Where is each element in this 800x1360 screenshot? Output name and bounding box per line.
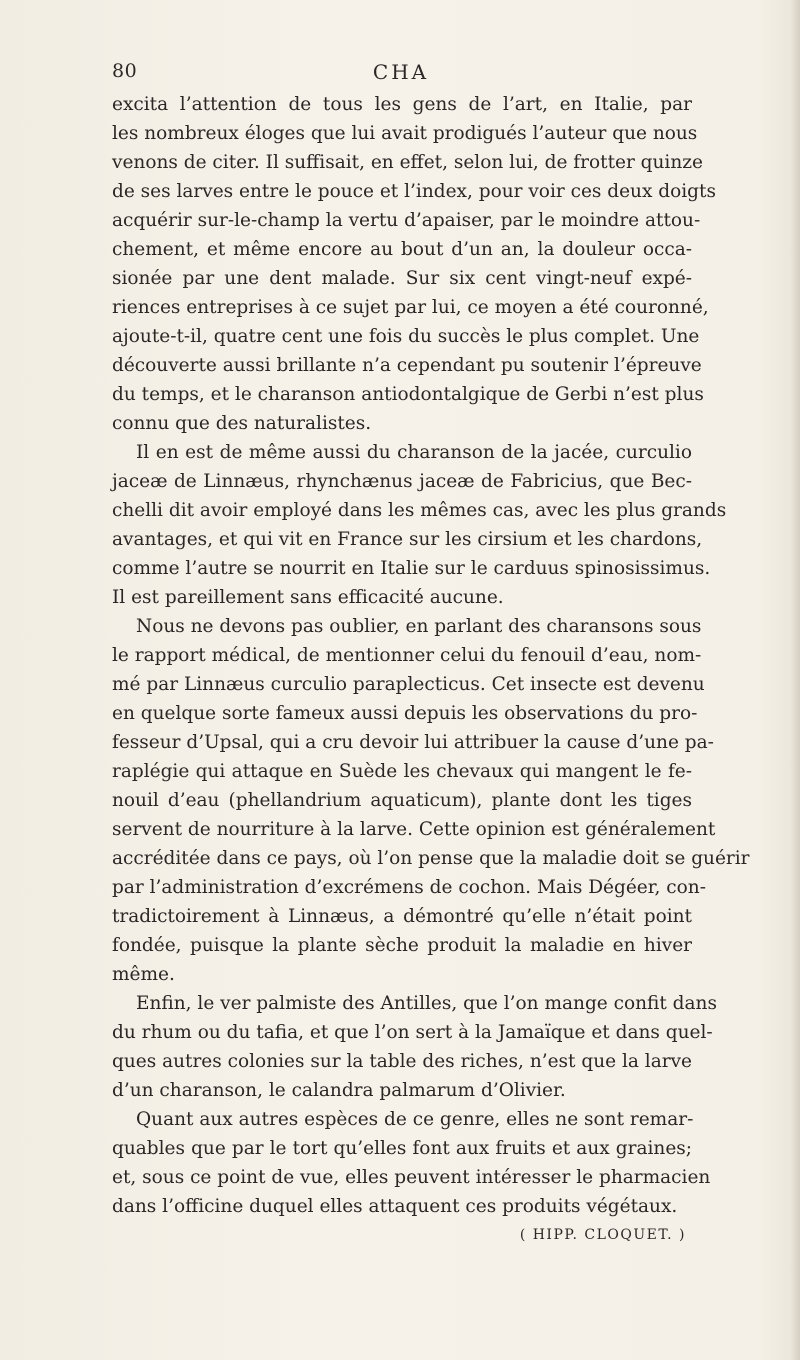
paragraph-5 [112, 1105, 711, 1221]
text-line: quables que par le tort qu’elles font aux fruits et aux graines; [112, 1138, 692, 1159]
text-line: en quelque sorte fameux aussi depuis les observations du pro- [112, 703, 698, 724]
text-line: ajoute-t-il, quatre cent une fois du succès le plus complet. Une [112, 326, 700, 347]
text-line: riences entreprises à ce sujet par lui, ce moyen a été couronné, [112, 297, 709, 318]
text-line: mé par Linnæus curculio paraplecticus. Cet insecte est devenu [112, 674, 705, 695]
text-line: les nombreux éloges que lui avait prodigués l’auteur que nous [112, 123, 698, 144]
text-line: sionée par une dent malade. Sur six cent vingt-neuf expé- [112, 268, 692, 289]
text-line: le rapport médical, de mentionner celui du fenouil d’eau, nom- [112, 645, 702, 666]
article-body [112, 90, 750, 1250]
text-line: Enfin, le ver palmiste des Antilles, que l’on mange confit dans [136, 993, 717, 1014]
text-line: et, sous ce point de vue, elles peuvent intéresser le pharmacien [112, 1167, 711, 1188]
text-line: chement, et même encore au bout d’un an, la douleur occa- [112, 239, 692, 260]
text-line: fondée, puisque la plante sèche produit la maladie en hiver [112, 935, 692, 956]
page-number: 80 [112, 60, 138, 82]
text-line: de ses larves entre le pouce et l’index, pour voir ces deux doigts [112, 181, 716, 202]
text-line: même. [112, 964, 175, 985]
paragraph-1 [112, 90, 716, 438]
text-line: comme l’autre se nourrit en Italie sur le carduus spinosissimus. [112, 558, 711, 579]
text-line: Il est pareillement sans efficacité aucune. [112, 587, 504, 608]
text-line: ques autres colonies sur la table des riches, n’est que la larve [112, 1051, 692, 1072]
text-line: avantages, et qui vit en France sur les cirsium et les chardons, [112, 529, 703, 550]
text-line: Nous ne devons pas oublier, en parlant des charansons sous [136, 616, 702, 637]
text-line: chelli dit avoir employé dans les mêmes cas, avec les plus grands [112, 500, 727, 521]
running-head: CHA [372, 60, 430, 84]
paragraph-3 [112, 612, 750, 989]
text-line: venons de citer. Il suffisait, en effet, selon lui, de frotter quinze [112, 152, 703, 173]
text-line: Il en est de même aussi du charanson de la jacée, curculio [136, 442, 692, 463]
text-line: par l’administration d’excrémens de cochon. Mais Dégéer, con- [112, 877, 706, 898]
text-line: accréditée dans ce pays, où l’on pense que la maladie doit se guérir [112, 848, 750, 869]
paragraph-2 [112, 438, 727, 612]
text-line: raplégie qui attaque en Suède les chevaux qui mangent le fe- [112, 761, 692, 782]
text-line: du rhum ou du tafia, et que l’on sert à la Jamaïque et dans quel- [112, 1022, 713, 1043]
author-signature: ( HIPP. CLOQUET. ) [519, 1227, 686, 1243]
text-line: dans l’officine duquel elles attaquent ces produits végétaux. [112, 1196, 678, 1217]
text-line: du temps, et le charanson antiodontalgique de Gerbi n’est plus [112, 384, 704, 405]
text-line: servent de nourriture à la larve. Cette opinion est généralement [112, 819, 716, 840]
text-line: jaceæ de Linnæus, rhynchænus jaceæ de Fabricius, que Bec- [112, 471, 692, 492]
text-line: tradictoirement à Linnæus, a démontré qu’elle n’était point [112, 906, 692, 927]
paragraph-4 [112, 989, 717, 1105]
text-line: découverte aussi brillante n’a cependant pu soutenir l’épreuve [112, 355, 702, 376]
text-line: d’un charanson, le calandra palmarum d’Olivier. [112, 1080, 566, 1101]
page-edge-shadow [790, 0, 800, 1360]
text-line: Quant aux autres espèces de ce genre, elles ne sont remar- [136, 1109, 694, 1130]
page-header [112, 60, 690, 88]
text-line: acquérir sur-le-champ la vertu d’apaiser, par le moindre attou- [112, 210, 701, 231]
text-line: fesseur d’Upsal, qui a cru devoir lui attribuer la cause d’une pa- [112, 732, 714, 753]
text-line: nouil d’eau (phellandrium aquaticum), plante dont les tiges [112, 790, 692, 811]
text-line: excita l’attention de tous les gens de l’art, en Italie, par [112, 94, 692, 115]
text-line: connu que des naturalistes. [112, 413, 372, 434]
